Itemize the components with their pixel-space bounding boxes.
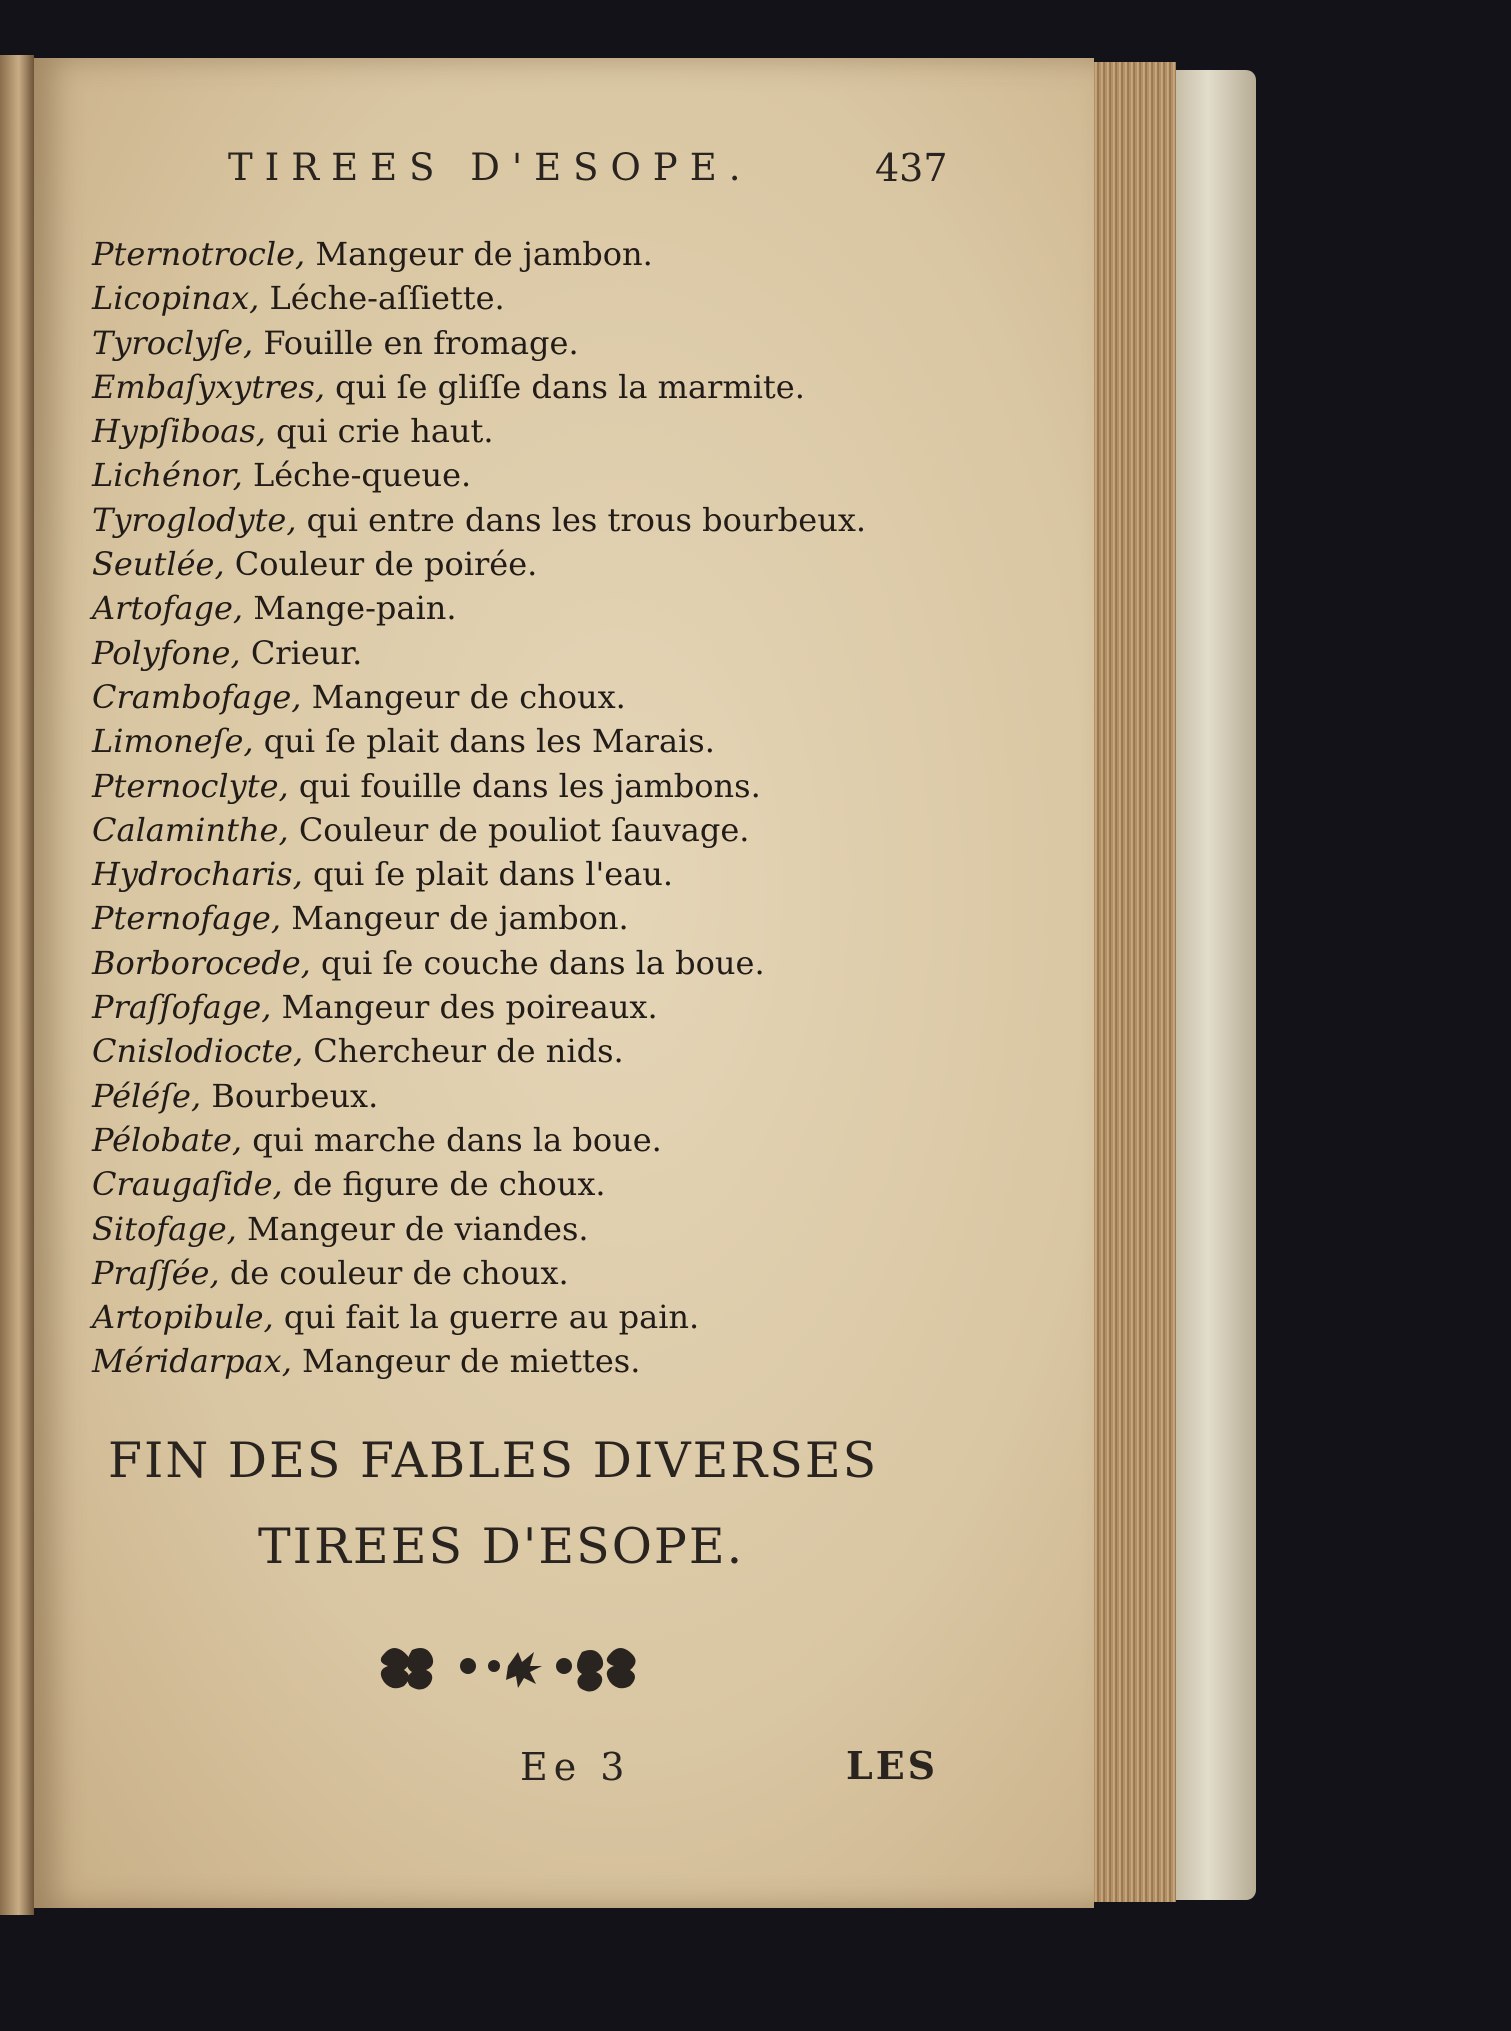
list-item — [92, 1029, 992, 1073]
signature-mark: Ee 3 — [520, 1745, 631, 1789]
list-item — [92, 1295, 992, 1339]
entry-gloss: de figure de choux. — [282, 1165, 606, 1204]
entry-term: Pternotrocle, — [92, 235, 306, 273]
entry-term: Sitofage, — [92, 1209, 237, 1248]
entry-term: Craugaſide, — [92, 1165, 283, 1204]
list-item — [92, 276, 992, 320]
entry-gloss: Chercheur de nids. — [303, 1032, 624, 1071]
page-edges — [1094, 62, 1176, 1902]
page-number: 437 — [875, 146, 948, 190]
entry-gloss: Couleur de poirée. — [224, 545, 538, 584]
entry-term: Cnislodiocte, — [92, 1032, 304, 1071]
entry-gloss: Bourbeux. — [201, 1076, 379, 1115]
entry-term: Praſſofage, — [92, 988, 272, 1027]
glossary-list — [92, 232, 992, 1384]
entry-term: Limoneſe, — [92, 722, 254, 761]
entry-gloss: Couleur de pouliot ſauvage. — [288, 810, 750, 849]
entry-gloss: qui ſe gliſſe dans la marmite. — [325, 367, 805, 406]
list-item — [92, 542, 992, 586]
entry-term: Licopinax, — [92, 279, 260, 318]
entry-term: Seutlée, — [92, 545, 225, 584]
entry-gloss: Mangeur de miettes. — [291, 1342, 641, 1381]
closing-title-line-1: FIN DES FABLES DIVERSES — [108, 1432, 879, 1489]
entry-term: Crambofage, — [92, 677, 302, 716]
entry-gloss: qui fait la guerre au pain. — [273, 1298, 700, 1337]
entry-gloss: Léche-aſſiette. — [259, 279, 505, 318]
entry-term: Artopibule, — [92, 1298, 274, 1337]
list-item — [92, 852, 992, 896]
entry-gloss: Mangeur de choux. — [301, 677, 626, 716]
list-item — [92, 675, 992, 719]
entry-gloss: qui ſe plait dans les Marais. — [253, 722, 715, 761]
list-item — [92, 232, 992, 276]
printer-ornament-icon — [376, 1640, 640, 1692]
entry-term: Tyroglodyte, — [92, 500, 297, 539]
list-item — [92, 808, 992, 852]
entry-term: Polyfone, — [92, 633, 241, 672]
list-item — [92, 941, 992, 985]
catchword: LES — [846, 1743, 939, 1788]
list-item — [92, 764, 992, 808]
closing-title-line-2: TIREES D'ESOPE. — [258, 1518, 745, 1575]
entry-gloss: Fouille en fromage. — [253, 323, 579, 362]
list-item — [92, 631, 992, 675]
list-item — [92, 321, 992, 365]
left-page-edge — [0, 55, 34, 1915]
entry-gloss: Mangeur de jambon. — [305, 235, 653, 273]
entry-gloss: qui crie haut. — [265, 412, 494, 451]
entry-term: Embaſyxytres, — [92, 367, 325, 406]
entry-term: Méridarpax, — [92, 1342, 292, 1381]
entry-term: Praſſée, — [92, 1253, 220, 1292]
entry-gloss: qui ſe couche dans la boue. — [310, 943, 765, 982]
entry-term: Hydrocharis, — [92, 855, 303, 894]
entry-term: Hypſiboas, — [92, 412, 266, 451]
list-item — [92, 498, 992, 542]
list-item — [92, 1074, 992, 1118]
entry-gloss: Crieur. — [240, 633, 363, 672]
list-item — [92, 1162, 992, 1206]
list-item — [92, 453, 992, 497]
entry-gloss: Mangeur de jambon. — [281, 899, 629, 938]
entry-term: Lichénor, — [92, 456, 243, 495]
entry-term: Tyroclyſe, — [92, 323, 254, 362]
entry-term: Calaminthe, — [92, 810, 289, 849]
entry-gloss: Mangeur des poireaux. — [271, 988, 658, 1027]
list-item — [92, 365, 992, 409]
entry-gloss: de couleur de choux. — [219, 1253, 569, 1292]
list-item — [92, 1251, 992, 1295]
list-item — [92, 719, 992, 763]
entry-term: Borborocede, — [92, 943, 311, 982]
running-head: TIREES D'ESOPE. — [228, 146, 753, 189]
entry-term: Pternoclyte, — [92, 766, 289, 805]
list-item — [92, 586, 992, 630]
entry-gloss: qui marche dans la boue. — [242, 1120, 662, 1159]
entry-gloss: Mangeur de viandes. — [236, 1209, 589, 1248]
entry-gloss: qui fouille dans les jambons. — [288, 766, 761, 805]
entry-gloss: qui entre dans les trous bourbeux. — [296, 500, 867, 539]
list-item — [92, 896, 992, 940]
list-item — [92, 409, 992, 453]
list-item — [92, 985, 992, 1029]
entry-gloss: Mange-pain. — [243, 589, 457, 628]
list-item — [92, 1118, 992, 1162]
list-item — [92, 1339, 992, 1383]
entry-term: Pternofage, — [92, 899, 282, 938]
vellum-cover — [1176, 70, 1256, 1900]
list-item — [92, 1207, 992, 1251]
entry-gloss: qui ſe plait dans l'eau. — [302, 855, 674, 894]
entry-term: Artofage, — [92, 589, 244, 628]
entry-gloss: Léche-queue. — [242, 456, 472, 495]
entry-term: Péléſe, — [92, 1076, 202, 1115]
entry-term: Pélobate, — [92, 1120, 243, 1159]
